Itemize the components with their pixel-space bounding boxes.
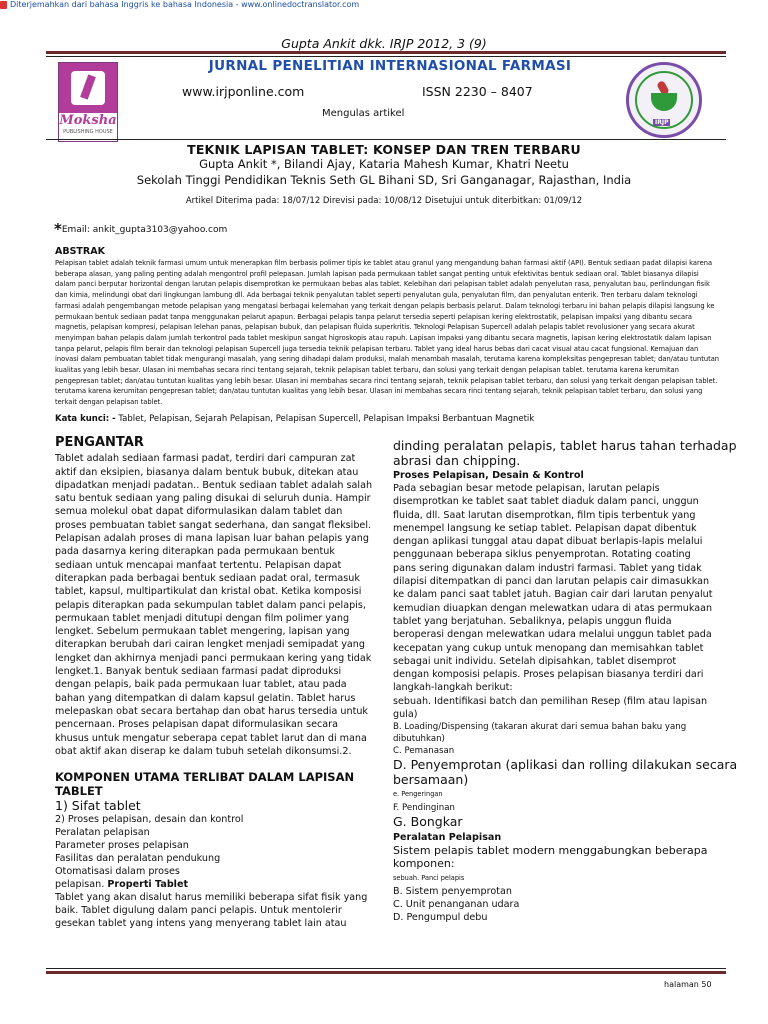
page-number: halaman 50 [664,980,712,989]
step-item: C. Pemanasan [393,745,455,756]
equipment-heading: Peralatan Pelapisan [393,831,502,843]
journal-name: JURNAL PENELITIAN INTERNASIONAL FARMASI [208,58,572,74]
irjp-logo: IRJP [626,62,702,138]
list-item: Peralatan pelapisan [55,827,150,839]
step-item: e. Pengeringan [393,789,443,798]
right-column [393,438,738,924]
step-item: G. Bongkar [393,813,463,829]
process-text: Pada sebagian besar metode pelapisan, larutan pelapis disemprotkan ke tablet saat tablet diaduk dalam panci, unggun fluida, dll. Saat larutan disemprotkan, film tipis terbentuk yang menempel langsung ke setiap tablet. Pelapisan dapat dibentuk dengan aplikasi tunggal atau dapat dibuat berlapis-lapis melalui penggunaan beberapa siklus penyemprotan. Rotating coating pans sering digunakan dalam industri farmasi. Tablet yang tidak dilapisi ditempatkan di panci dan larutan pelapis cair dimasukkan ke dalam panci saat tablet jatuh. Bagian cair dari larutan penyalut kemudian diuapkan dengan melewatkan udara di atas permukaan tablet yang berjatuhan. Sebaliknya, pelapis unggun fluida beroperasi dengan melewatkan udara melalui unggun tablet pada kecepatan yang cukup untuk menopang dan memisahkan tablet sebagai unit individu. Setelah dipisahkan, tablet disemprot dengan komposisi pelapis. Proses pelapisan biasanya terdiri dari langkah-langkah berikut: [393,483,713,694]
step-item: B. Loading/Dispensing (takaran akurat dari semua bahan baku yang [393,721,687,732]
process-heading: Proses Pelapisan, Desain & Kontrol [393,470,584,481]
pdf-icon [0,1,7,9]
title-rule [46,139,726,140]
affiliation: Sekolah Tinggi Pendidikan Teknis Seth GL Bihani SD, Sri Ganganagar, Rajasthan, India [136,173,632,187]
components-heading: KOMPONEN UTAMA TERLIBAT DALAM LAPISAN TABLET [55,770,355,799]
corresponding-email: *Email: ankit_gupta3103@yahoo.com [54,220,228,238]
list-item: Parameter proses pelapisan [55,840,189,852]
banner-text[interactable]: Diterjemahkan dari bahasa Inggris ke bahasa Indonesia - www.onlinedoctranslator.com [10,0,360,9]
left-column [55,436,377,930]
article-title: TEKNIK LAPISAN TABLET: KONSEP DAN TREN TERBARU [187,142,581,157]
journal-website[interactable]: www.irjponline.com [182,84,305,99]
list-item: 2) Proses pelapisan, desain dan kontrol [55,814,244,826]
component-item: C. Unit penanganan udara [393,898,520,910]
authors: Gupta Ankit *, Bilandi Ajay, Kataria Mahesh Kumar, Khatri Neetu [199,157,569,171]
tablet-properties: pelapisan. Properti Tablet Tablet yang akan disalut harus memiliki beberapa sifat fisik yang baik. Tablet digulung dalam panci pelapis. Untuk mentolerir gesekan tablet yang intens yang menyerang tablet lain atau [55,879,368,930]
article-type: Mengulas artikel [322,108,405,119]
component-item: D. Pengumpul debu [393,911,488,923]
abstract-body: Pelapisan tablet adalah teknik farmasi umum untuk menerapkan film berbasis polimer tipis ke tablet atau granul yang mengandung bahan farmasi aktif (API). Bentuk sediaan padat dilapisi karena beberapa alasan, yang paling penting adalah mengontrol profil pelepasan. Jumlah lapisan pada permukaan tablet sangat penting untuk efektivitas bentuk sediaan oral. Tablet biasanya dilapisi dalam panci berputar horizontal dengan larutan pelapis disemprotkan ke permukaan bebas alas tablet. Kelebihan dari pelapisan tablet adalah penyelutan rasa, penyalutan bau, perlindungan fisik dan kimia, melindungi obat dari lingkungan lambung dll. Ada berbagai teknik penyalutan tablet seperti penyalutan gula, penyalutan film, dan penyalutan enterik. Tren terbaru dalam teknologi farmasi adalah pengembangan metode pelapisan yang mengatasi berbagai kelemahan yang terkait dengan pelapis berbasis pelarut. Dalam teknologi terbaru ini bahan pelapis dilapisi langsung ke permukaan bentuk sediaan padat tanpa menggunakan pelarut apapun. Berbagai pelapis tanpa pelarut tersedia seperti pelapisan kering elektrostatik, pelapisan impaksi yang dibantu secara magnetis, pelapisan kompresi, pelapisan lelehan panas, pelapisan bubuk, dan pelapisan fluida superkritis. Teknologi Pelapisan Supercell adalah pelapis tablet revolusioner yang secara akurat menyimpan bahan pelapis dalam jumlah terkontrol pada tablet meskipun sangat higroskopis atau rapuh. Lapisan impaksi yang dibantu secara magnetis, lapisan kering elektrostatik dalam lapisan tanpa pelarut, pelapis film berair dan teknologi pelapisan Supercell juga tersedia teknik pelapisan terbaru. Tablet yang ideal harus bebas dari cacat visual atau cacat fungsional. Kemajuan dan inovasi dalam pembuatan tablet tidak mengurangi masalah, yang sering dihadapi dalam produksi, malah menambah masalah, terutama karena kompleksitas pengepresan tablet; dan/atau tuntutan kualitas yang lebih besar. Ulasan ini membahas secara rinci tentang sejarah, teknik pelapisan tablet terbaru, dan solusi yang terkait dengan pelapisan tablet. terutama karena kerumitan pengepresan tablet; dan/atau tuntutan kualitas yang lebih besar. Ulasan ini membahas secara rinci tentang sejarah, teknik pelapisan tablet terbaru, dan solusi yang terkait dengan pelapisan tablet. terutama karena kerumitan pengepresan tablet; dan/atau tuntutan kualitas yang lebih besar. Ulasan ini membahas secara rinci tentang sejarah, teknik pelapisan tablet terbaru, dan solusi yang terkait dengan pelapisan tablet. [55,259,720,407]
header-rule-thick [46,51,726,54]
header-rule-thin [46,56,726,57]
step-item: gula) [393,708,418,720]
step-item: bersamaan) [393,771,469,787]
moksha-logo: Moksha PUBLISHING HOUSE [58,62,118,142]
equipment-text: Sistem pelapis tablet modern menggabungkan beberapa komponen: [393,843,708,870]
step-item: sebuah. Identifikasi batch dan pemilihan Resep (film atau lapisan [393,695,708,707]
list-item: Fasilitas dan peralatan pendukung [55,853,221,865]
footer-rule-thin [46,968,726,969]
continued-text: dinding peralatan pelapis, tablet harus tahan terhadap abrasi dan chipping. [393,438,737,468]
abstract-heading: ABSTRAK [55,246,105,257]
list-item: 1) Sifat tablet [55,798,141,814]
article-dates: Artikel Diterima pada: 18/07/12 Direvisi pada: 10/08/12 Disetujui untuk diterbitkan: 01/09/12 [185,196,583,206]
intro-heading: PENGANTAR [55,435,144,450]
component-item: sebuah. Panci pelapis [393,873,465,882]
running-header: Gupta Ankit dkk. IRJP 2012, 3 (9) [281,36,487,51]
keywords: Kata kunci: - Tablet, Pelapisan, Sejarah Pelapisan, Pelapisan Supercell, Pelapisan Impaksi Berbantuan Magnetik [55,414,535,424]
footer-rule-thick [46,971,726,974]
step-item: D. Penyemprotan (aplikasi dan rolling dilakukan secara [393,756,738,772]
step-item: F. Pendinginan [393,802,455,813]
list-item: Otomatisasi dalam proses [55,866,180,878]
issn: ISSN 2230 – 8407 [422,84,533,99]
intro-text: Tablet adalah sediaan farmasi padat, terdiri dari campuran zat aktif dan eksipien, biasanya dalam bentuk bubuk, ditekan atau dipadatkan menjadi padatan.. Bentuk sediaan tablet adalah salah satu bentuk sediaan yang paling disukai di seluruh dunia. Hampir semua molekul obat dapat diformulasikan dalam tablet dan proses pembuatan tablet sangat sederhana, dan sangat fleksibel. Pelapisan adalah proses di mana lapisan luar bahan pelapis yang pada dasarnya kering diterapkan pada permukaan bentuk sediaan untuk mencapai manfaat tertentu. Pelapisan dapat diterapkan pada berbagai bentuk sediaan padat oral, termasuk tablet, kapsul, multipartikulat dan kristal obat. Ketika komposisi pelapis diterapkan pada sekumpulan tablet dalam panci pelapis, permukaan tablet menjadi ditutupi dengan film polimer yang lengket. Sebelum permukaan tablet mengering, lapisan yang diterapkan berubah dari cairan lengket menjadi semipadat yang lengket dan akhirnya menjadi panci permukaan kering yang tidak lengket.1. Banyak bentuk sediaan farmasi padat diproduksi dengan pelapis, baik pada permukaan luar tablet, atau pada bahan yang ditempatkan di dalam kapsul gelatin. Tablet harus melepaskan obat secara bertahap dan obat harus tersedia untuk pencernaan. Proses pelapisan dapat diformulasikan secara khusus untuk mengatur seberapa cepat tablet larut dan di mana obat aktif akan diserap ke dalam tubuh setelah dikonsumsi.2. [55,453,373,757]
step-item: dibutuhkan) [393,733,445,744]
component-item: B. Sistem penyemprotan [393,885,512,897]
translation-banner [0,0,768,12]
